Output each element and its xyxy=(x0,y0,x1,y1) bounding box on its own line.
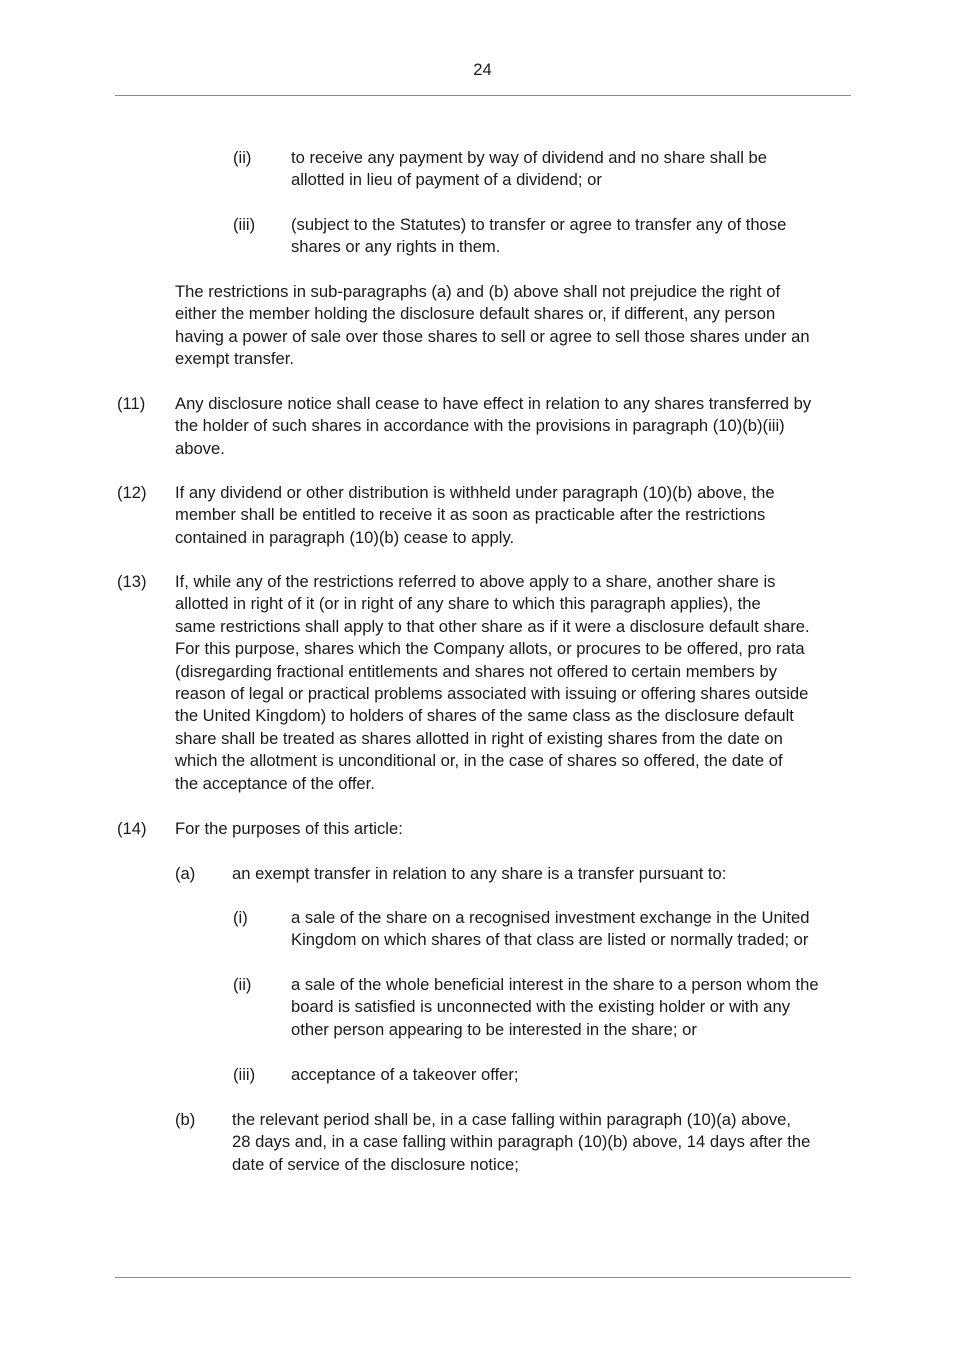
text-line: above. xyxy=(175,438,225,458)
text-line: reason of legal or practical problems associated with issuing or offering shares outside xyxy=(175,683,809,703)
text-line: a sale of the share on a recognised investment exchange in the United xyxy=(291,908,810,927)
text-line: If, while any of the restrictions referred to above apply to a share, another share is xyxy=(175,572,776,591)
page-number: 24 xyxy=(473,60,492,79)
text-line: contained in paragraph (10)(b) cease to apply. xyxy=(175,527,515,547)
subparagraph-a-label: (a) xyxy=(175,864,196,883)
item-ii-label: (ii) xyxy=(233,975,252,994)
text-line: the relevant period shall be, in a case falling within paragraph (10)(a) above, xyxy=(232,1110,791,1129)
paragraph-14-label: (14) xyxy=(117,819,147,838)
paragraph-12 xyxy=(175,482,775,549)
text-line: acceptance of a takeover offer; xyxy=(291,1065,519,1084)
text-line: having a power of sale over those shares to sell or agree to sell those shares under an xyxy=(175,326,810,346)
subparagraph-b xyxy=(232,1109,810,1176)
text-line: the holder of such shares in accordance with the provisions in paragraph (10)(b)(iii) xyxy=(175,416,785,436)
text-line: Kingdom on which shares of that class are listed or normally traded; or xyxy=(291,930,809,950)
paragraph-12-label: (12) xyxy=(117,483,147,502)
text-line: the acceptance of the offer. xyxy=(175,773,375,793)
item-ii-label: (ii) xyxy=(233,148,252,167)
text-line: 28 days and, in a case falling within paragraph (10)(b) above, 14 days after the xyxy=(232,1132,811,1152)
text-line: The restrictions in sub-paragraphs (a) and (b) above shall not prejudice the right of xyxy=(175,282,781,301)
item-iii-label: (iii) xyxy=(233,1065,256,1084)
subparagraph-b-label: (b) xyxy=(175,1110,196,1129)
paragraph-13 xyxy=(175,571,810,795)
item-iii xyxy=(291,214,786,259)
text-line: either the member holding the disclosure default shares or, if different, any person xyxy=(175,304,776,324)
paragraph-11 xyxy=(175,393,811,460)
text-line: to receive any payment by way of dividend and no share shall be xyxy=(291,148,767,167)
text-line: shares or any rights in them. xyxy=(291,237,501,257)
text-line: date of service of the disclosure notice; xyxy=(232,1154,519,1174)
text-line: (disregarding fractional entitlements and shares not offered to certain members by xyxy=(175,661,777,681)
paragraph-14 xyxy=(175,818,403,840)
item-ii xyxy=(291,147,767,192)
text-line: For this purpose, shares which the Company allots, or procures to be offered, pro rata xyxy=(175,639,805,659)
text-line: For the purposes of this article: xyxy=(175,819,403,838)
item-iii xyxy=(291,1064,519,1086)
paragraph-13-label: (13) xyxy=(117,572,147,591)
text-line: exempt transfer. xyxy=(175,349,294,369)
item-i-label: (i) xyxy=(233,908,248,927)
text-line: the United Kingdom) to holders of shares of the same class as the disclosure default xyxy=(175,706,794,726)
text-line: which the allotment is unconditional or, in the case of shares so offered, the date of xyxy=(175,751,783,771)
text-line: allotted in lieu of payment of a dividend; or xyxy=(291,170,602,190)
text-line: an exempt transfer in relation to any share is a transfer pursuant to: xyxy=(232,864,727,883)
text-line: Any disclosure notice shall cease to have effect in relation to any shares transferred by xyxy=(175,394,812,413)
header-rule xyxy=(115,95,851,96)
text-line: If any dividend or other distribution is withheld under paragraph (10)(b) above, the xyxy=(175,483,775,502)
item-i xyxy=(291,907,809,952)
text-line: allotted in right of it (or in right of any share to which this paragraph applies), the xyxy=(175,594,761,614)
text-line: other person appearing to be interested in the share; or xyxy=(291,1019,697,1039)
text-line: same restrictions shall apply to that other share as if it were a disclosure default share. xyxy=(175,616,810,636)
item-ii xyxy=(291,974,819,1041)
text-line: share shall be treated as shares allotted in right of existing shares from the date on xyxy=(175,728,783,748)
restrictions-paragraph xyxy=(175,281,810,371)
text-line: member shall be entitled to receive it as soon as practicable after the restrictions xyxy=(175,505,766,525)
text-line: a sale of the whole beneficial interest in the share to a person whom the xyxy=(291,975,819,994)
subparagraph-a xyxy=(232,863,726,885)
text-line: (subject to the Statutes) to transfer or agree to transfer any of those xyxy=(291,215,787,234)
footer-rule xyxy=(115,1277,851,1278)
item-iii-label: (iii) xyxy=(233,215,256,234)
paragraph-11-label: (11) xyxy=(117,394,146,413)
text-line: board is satisfied is unconnected with the existing holder or with any xyxy=(291,997,791,1017)
